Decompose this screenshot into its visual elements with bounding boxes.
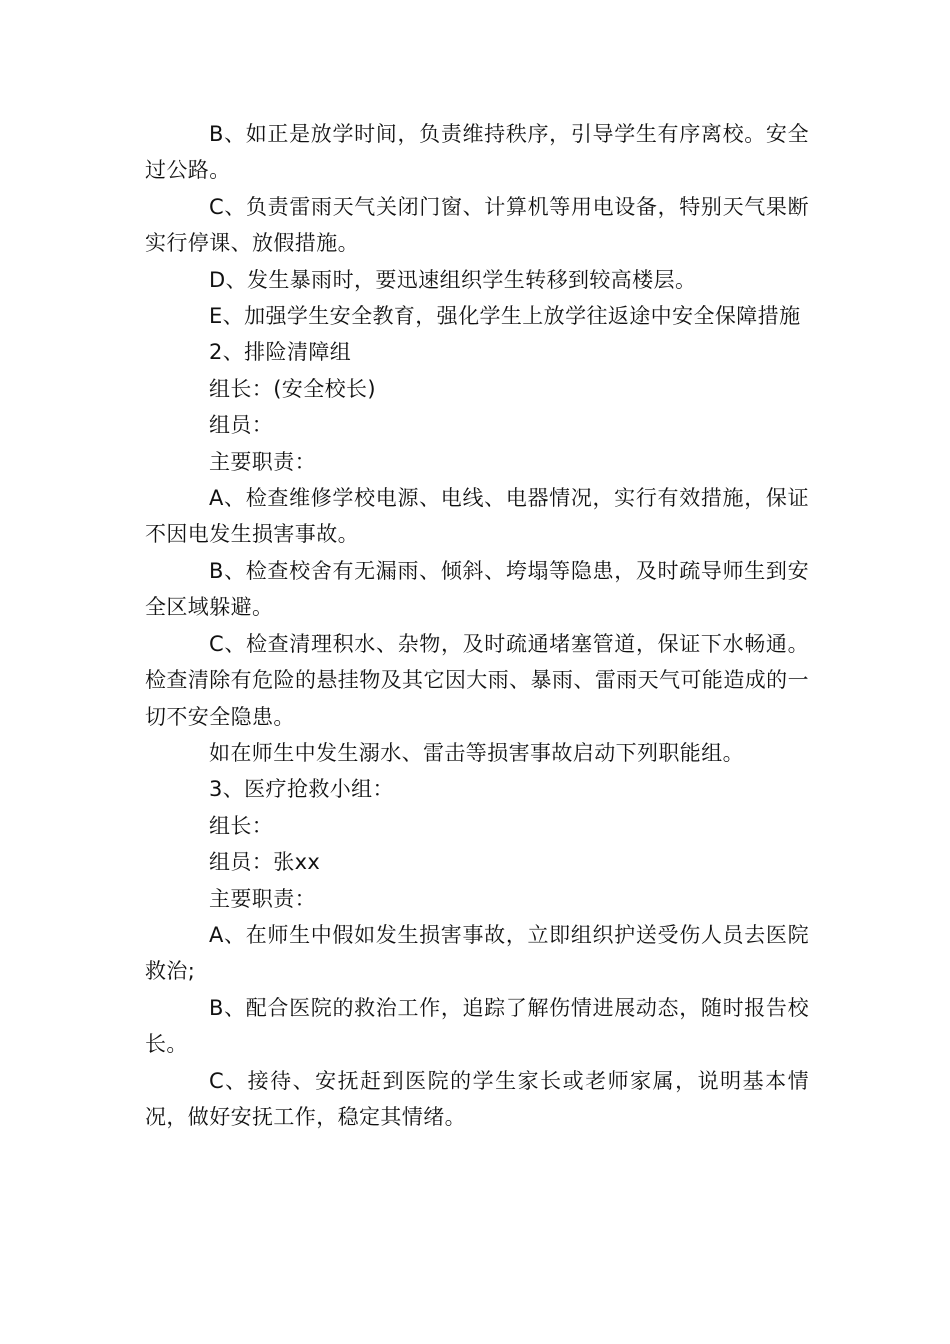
paragraph-c-thunderstorm: C、负责雷雨天气关闭门窗、计算机等用电设备，特别天气果断实行停课、放假措施。 xyxy=(145,194,809,256)
paragraph-a-escort-hospital: A、在师生中假如发生损害事故，立即组织护送受伤人员去医院救治; xyxy=(145,922,809,984)
section-heading-medical-rescue: 3、医疗抢救小组： xyxy=(209,777,394,802)
section-heading-hazard-removal: 2、排险清障组 xyxy=(209,340,352,365)
paragraph-b-buildings: B、检查校舍有无漏雨、倾斜、垮塌等隐患，及时疏导师生到安全区域躲避。 xyxy=(145,558,809,620)
medical-duties-heading: 主要职责： xyxy=(209,886,316,911)
paragraph-c-drainage: C、检查清理积水、杂物，及时疏通堵塞管道，保证下水畅通。检查清除有危险的悬挂物及其它因大雨、暴雨、雷雨天气可能造成的一切不安全隐患。 xyxy=(145,631,809,729)
group-members-line: 组员： xyxy=(209,413,274,438)
paragraph-e-safety-education: E、加强学生安全教育，强化学生上放学往返途中安全保障措施 xyxy=(209,304,801,329)
paragraph-b-dismissal: B、如正是放学时间，负责维持秩序，引导学生有序离校。安全过公路。 xyxy=(145,122,809,183)
paragraph-d-rainstorm: D、发生暴雨时，要迅速组织学生转移到较高楼层。 xyxy=(209,267,697,292)
document-body xyxy=(145,116,809,1135)
paragraph-a-electrical: A、检查维修学校电源、电线、电器情况，实行有效措施，保证不因电发生损害事故。 xyxy=(145,486,809,547)
main-duties-heading: 主要职责： xyxy=(209,449,316,474)
paragraph-b-follow-up: B、配合医院的救治工作，追踪了解伤情进展动态，随时报告校长。 xyxy=(145,995,809,1057)
paragraph-trigger-note: 如在师生中发生溺水、雷击等损害事故启动下列职能组。 xyxy=(209,740,744,765)
paragraph-c-family-reception: C、接待、安抚赶到医院的学生家长或老师家属，说明基本情况，做好安抚工作，稳定其情绪。 xyxy=(145,1068,809,1129)
medical-group-members-line: 组员：张xx xyxy=(209,850,321,875)
medical-group-leader-line: 组长： xyxy=(209,813,274,838)
group-leader-line: 组长：(安全校长) xyxy=(209,376,376,401)
